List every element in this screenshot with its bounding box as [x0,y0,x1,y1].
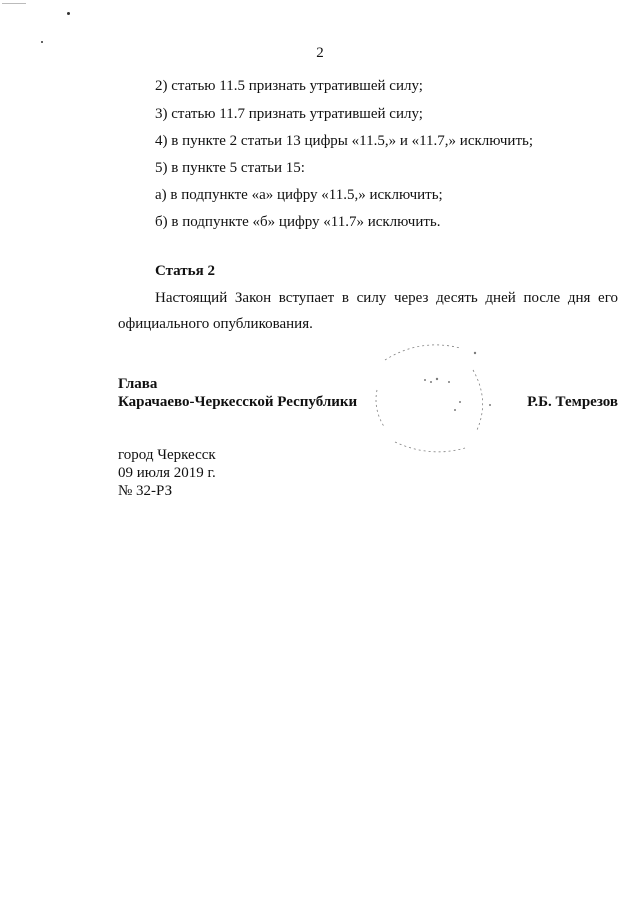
scan-speck [41,41,43,43]
scan-speck [67,12,70,15]
article-text-line: официального опубликования. [118,316,313,332]
signatory-republic: Карачаево-Черкесской Республики [118,394,358,410]
law-number: № 32-РЗ [118,483,173,499]
signing-date: 09 июля 2019 г. [118,465,216,481]
amendment-item: 5) в пункте 5 статьи 15: [155,160,305,176]
article-text-line: Настоящий Закон вступает в силу через десять дней после дня его [155,290,618,306]
article-heading: Статья 2 [155,263,215,279]
amendment-subitem: а) в подпункте «а» цифру «11.5,» исключить; [155,187,443,203]
place-of-signing: город Черкесск [118,447,216,463]
stamp-impression [365,330,500,460]
amendment-item: 3) статью 11.7 признать утратившей силу; [155,106,423,122]
amendment-subitem: б) в подпункте «б» цифру «11.7» исключить. [155,214,441,230]
amendment-item: 4) в пункте 2 статьи 13 цифры «11.5,» и «11.7,» исключить; [155,133,534,149]
page-number: 2 [316,45,324,61]
scan-speck [2,3,26,4]
signatory-name: Р.Б. Темрезов [527,394,618,410]
signatory-title: Глава [118,376,158,392]
amendment-item: 2) статью 11.5 признать утратившей силу; [155,78,423,94]
